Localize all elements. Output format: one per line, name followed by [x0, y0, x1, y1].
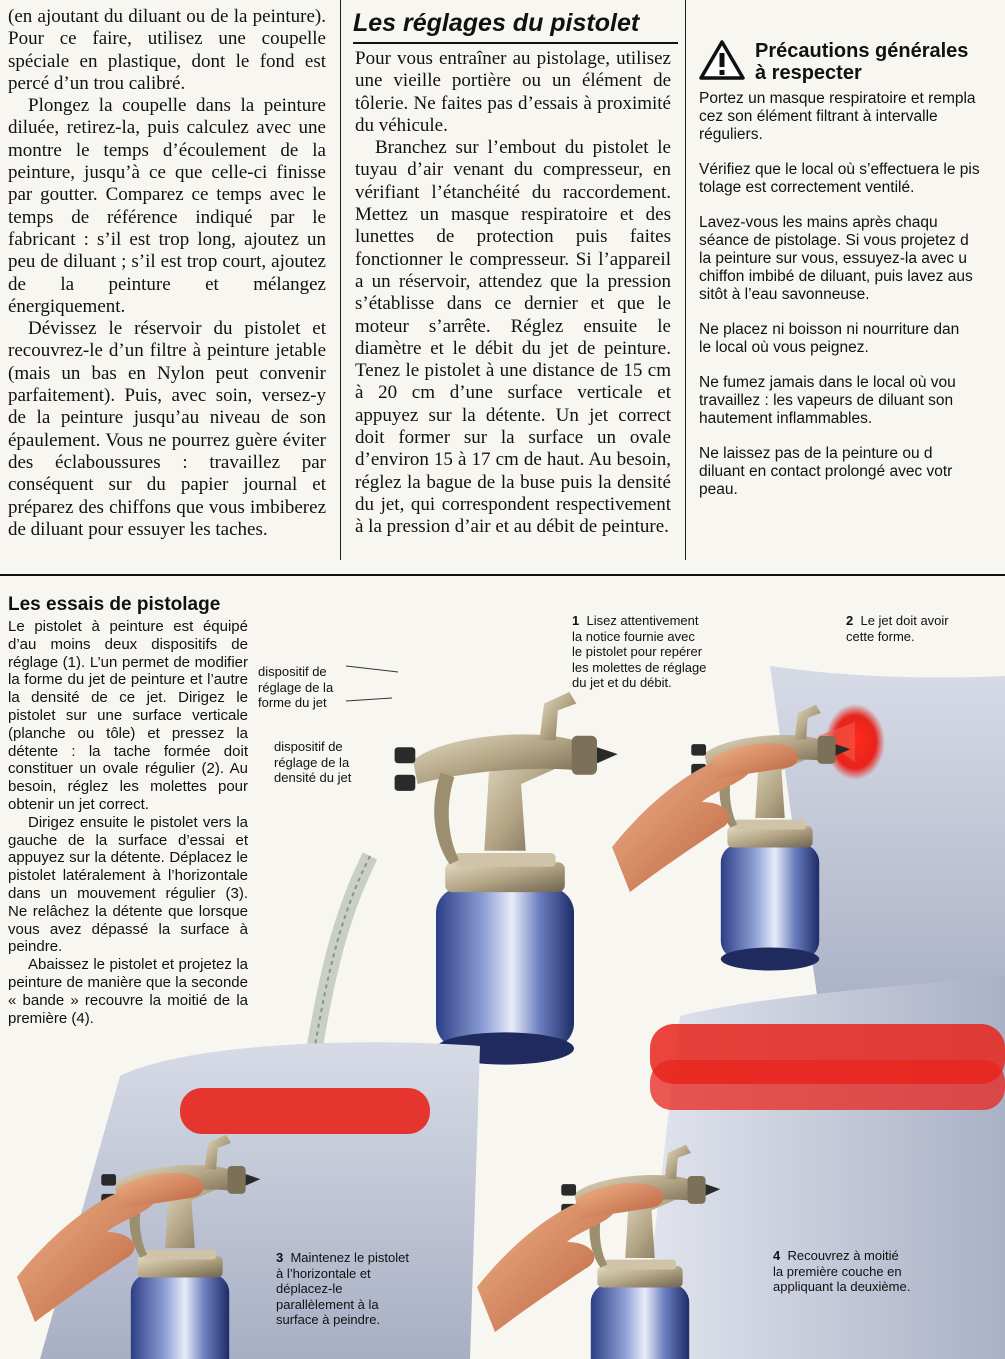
precaution-2: Vérifiez que le local où s’effectuera le pis tolage est correctement ventilé. [699, 161, 980, 196]
section-paragraph-1: Le pistolet à peinture est équipé d’au moins deux dispositifs de réglage (1). L’un permet de modifier la forme du jet de peinture et l’autre la densité de ce jet. Dirigez le pistolet sur une surface verticale (planche ou tôle) et pressez la détente : la tache formée doit constituer un ovale régulier (2). Au besoin, réglez les molettes pour obtenir un jet correct. [8, 618, 248, 813]
caption-1: 1 Lisez attentivement la notice fournie avec le pistolet pour repérer les molettes de réglage du jet et du débit. [572, 613, 707, 690]
column-divider-1 [340, 0, 341, 560]
section-title-reglages: Les réglages du pistolet [353, 8, 678, 44]
precaution-1: Portez un masque respiratoire et rempla cez son élément filtrant à intervalle réguliers. [699, 90, 976, 143]
precaution-3: Lavez-vous les mains après chaqu séance de pistolage. Si vous projetez d la peinture sur vous, essuyez-la avec u chiffon imbibé de diluant, puis lavez aus sitôt à l’eau savonneuse. [699, 214, 973, 303]
col1-paragraph-1: (en ajoutant du diluant ou de la peinture). Pour ce faire, utilisez une coupelle spéciale en plastique, dont le fond est percé d’un trou calibré. [8, 6, 326, 94]
label-density-adjuster: dispositif de réglage de la densité du jet [274, 739, 352, 785]
label-form-adjuster: dispositif de réglage de la forme du jet [258, 664, 334, 710]
precaution-4: Ne placez ni boisson ni nourriture dan le local où vous peignez. [699, 321, 960, 356]
precaution-6: Ne laissez pas de la peinture ou d diluant en contact prolongé avec votr peau. [699, 445, 953, 498]
caption-4: 4 Recouvrez à moitié la première couche en appliquant la deuxième. [773, 1248, 911, 1294]
col1-paragraph-2: Plongez la coupelle dans la peinture diluée, retirez-la, puis calculez avec une montre le temps d’écoulement de la peinture, jusqu’à ce que celle-ci finisse par goutter. Comparez ce temps avec le temps de référence indiqué par le fabricant : s’il est trop long, ajoutez un peu de diluant ; s’il est trop court, ajoutez de la peinture et mélangez énergiquement. [8, 95, 326, 317]
precaution-5: Ne fumez jamais dans le local où vou travaillez : les vapeurs de diluant son hautement inflammables. [699, 374, 956, 427]
warning-icon [699, 40, 745, 80]
section-paragraph-3: Abaissez le pistolet et projetez la peinture de manière que la seconde « bande » recouvre la moitié de la première (4). [8, 956, 248, 1027]
col2-paragraph-1: Pour vous entraîner au pistolage, utilisez une vieille portière ou un élément de tôlerie. Ne faites pas d’essais à proximité du véhicule. [355, 48, 671, 136]
caption-2: 2 Le jet doit avoir cette forme. [846, 613, 949, 644]
col2-paragraph-2: Branchez sur l’embout du pistolet le tuyau d’air venant du compresseur, en vérifiant l’étanchéité du raccordement. Mettez un masque respiratoire et des lunettes de protection puis faites fonctionner le compresseur. Si l’appareil a un réservoir, attendez que la pression s’établisse dans ce dernier et que le moteur s’arrête. Réglez ensuite le diamètre et le débit du jet de peinture. Tenez le pistolet à une distance de 15 cm à 20 cm d’une surface verticale et appuyez sur la détente. Un jet correct doit former sur la surface un ovale d’environ 15 à 17 cm de haut. Au besoin, réglez la bague de la buse puis la densité du jet, qui correspondent respectivement à la pression d’air et au débit de peinture. [355, 137, 671, 538]
figure-2-oval-spray [612, 666, 1005, 1036]
column-1-text [8, 6, 326, 541]
precautions-box [699, 40, 1005, 516]
section-title-essais: Les essais de pistolage [8, 594, 221, 615]
figure-3-first-band [17, 1042, 480, 1359]
col1-paragraph-3: Dévissez le réservoir du pistolet et recouvrez-le d’un filtre à peinture jetable (mais un bas en Nylon peut convenir parfaitement). Puis, avec soin, versez-y de la peinture jusqu’au niveau de son épaulement. Vous ne pourrez guère éviter des éclaboussures : travaillez par conséquent sur du papier journal et préparez des chiffons que vous imbiberez de diluant pour essuyer les taches. [8, 318, 326, 540]
caption-3: 3 Maintenez le pistolet à l’horizontale et déplacez-le parallèlement à la surface à peindre. [276, 1250, 409, 1327]
column-2-text [355, 48, 671, 539]
precautions-title: Précautions générales à respecter [755, 40, 969, 84]
section-text [8, 618, 248, 1027]
precautions-header [699, 40, 1005, 84]
section-paragraph-2: Dirigez ensuite le pistolet vers la gauche de la surface d’essai et appuyez sur la détente. Déplacez le pistolet latéralement à l’horizontale dans un mouvement régulier (3). Ne relâchez la détente que lorsque vous avez dépassé la surface à peindre. [8, 813, 248, 956]
column-divider-2 [685, 0, 686, 560]
